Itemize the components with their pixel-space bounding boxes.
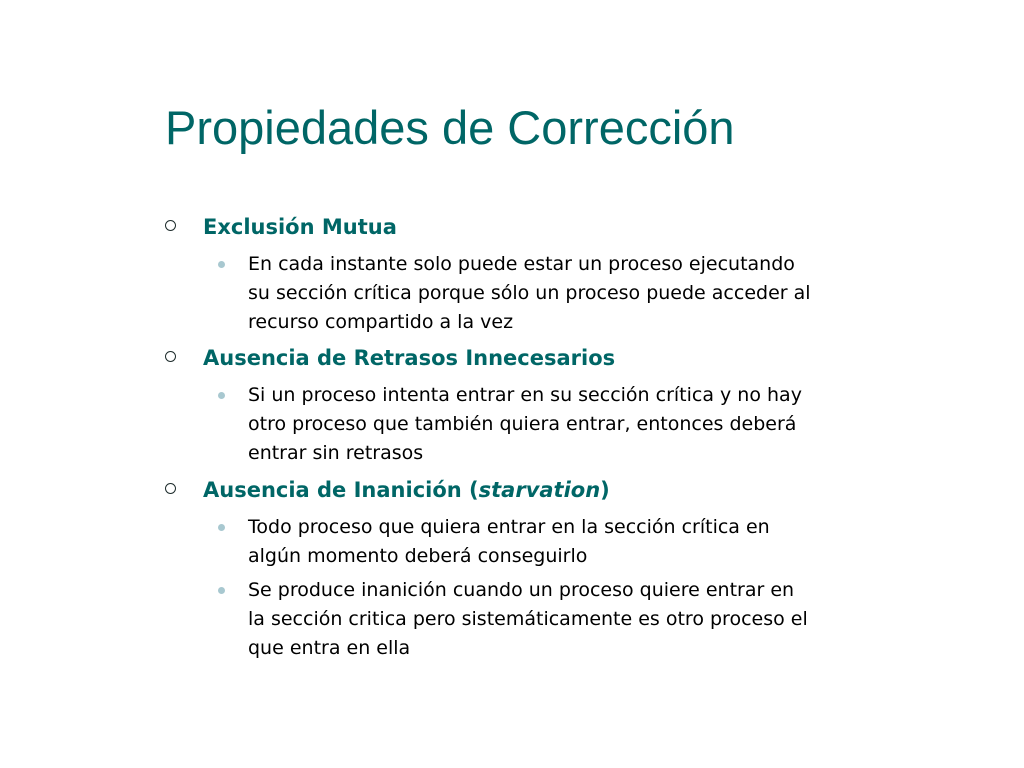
text-line: que entra en ella [248, 637, 411, 659]
bullet-heading: Ausencia de Retrasos Innecesarios [203, 346, 616, 370]
text-line: entrar sin retrasos [248, 442, 424, 464]
hollow-circle-bullet-icon [165, 220, 176, 231]
sub-bullet-text [248, 381, 978, 468]
text-line: la sección critica pero sistemáticamente es otro proceso el [248, 608, 808, 630]
heading-italic-term: starvation [478, 478, 601, 502]
sub-bullet-text [248, 576, 978, 663]
text-line: su sección crítica porque sólo un proceso puede acceder al [248, 282, 811, 304]
hollow-circle-bullet-icon [165, 351, 176, 362]
text-line: algún momento deberá conseguirlo [248, 545, 588, 567]
bullet-heading: Ausencia de Inanición (starvation) [203, 478, 610, 502]
slide-title: Propiedades de Corrección [165, 101, 735, 154]
dot-bullet-icon [218, 524, 225, 531]
text-line: Si un proceso intenta entrar en su sección crítica y no hay [248, 384, 802, 406]
bullet-heading: Exclusión Mutua [203, 215, 397, 239]
text-line: Se produce inanición cuando un proceso quiere entrar en [248, 579, 795, 601]
text-line: recurso compartido a la vez [248, 311, 514, 333]
dot-bullet-icon [218, 587, 225, 594]
text-line: otro proceso que también quiera entrar, entonces deberá [248, 413, 797, 435]
dot-bullet-icon [218, 392, 225, 399]
sub-bullet-text [248, 513, 978, 571]
dot-bullet-icon [218, 261, 225, 268]
hollow-circle-bullet-icon [165, 483, 176, 494]
text-line: Todo proceso que quiera entrar en la sección crítica en [248, 516, 770, 538]
text-line: En cada instante solo puede estar un proceso ejecutando [248, 253, 795, 275]
sub-bullet-text [248, 250, 978, 337]
